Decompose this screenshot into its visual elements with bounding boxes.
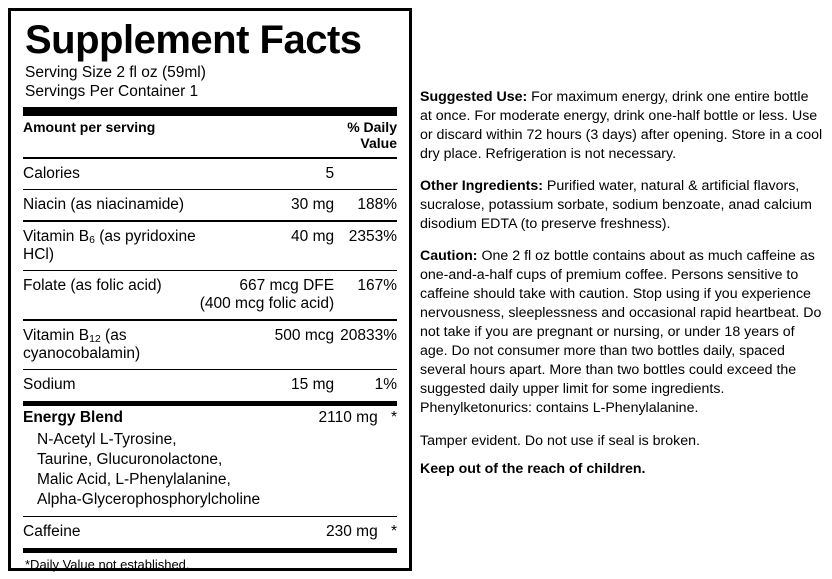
nutrient-name-post: (as cyanocobalamin)	[23, 326, 141, 362]
nutrient-daily-value	[340, 162, 397, 186]
nutrient-name-pre: Vitamin B	[23, 227, 90, 245]
column-header-daily-value	[340, 116, 397, 154]
page-title: Supplement Facts	[25, 18, 362, 62]
energy-blend-amount: 2110 mg	[318, 409, 378, 427]
divider-thin	[23, 319, 397, 321]
other-ingredients-paragraph	[420, 177, 824, 234]
nutrient-amount: 15 mg	[291, 376, 335, 394]
daily-value-line-2: Value	[360, 135, 397, 152]
serving-size: Serving Size 2 fl oz (59ml)	[25, 64, 206, 82]
table-row	[23, 193, 397, 217]
caution-paragraph	[420, 247, 824, 418]
nutrient-name-post: (as pyridoxine HCl)	[23, 227, 196, 263]
other-ingredients-text: Purified water, natural & artificial flavors, sucralose, potassium sorbate, sodium benzoate, anad calcium disodium EDTA (to preserve freshness).	[420, 178, 812, 233]
table-header-row	[23, 116, 397, 154]
label-information-panel	[420, 88, 824, 492]
table-row	[23, 162, 397, 186]
table-row	[23, 274, 397, 316]
supplement-facts-panel	[8, 8, 412, 571]
list-item: Taurine, Glucuronolactone,	[37, 451, 223, 469]
nutrient-name-pre: Vitamin B	[23, 326, 90, 344]
energy-blend-daily-value: *	[390, 409, 397, 427]
caffeine-amount: 230 mg	[326, 523, 378, 540]
nutrient-amount: 30 mg	[291, 196, 335, 214]
nutrient-name-subscript: 6	[89, 233, 95, 246]
suggested-use-paragraph	[420, 88, 824, 164]
energy-blend-name: Energy Blend	[23, 409, 123, 427]
list-item: Malic Acid, L-Phenylalanine,	[37, 470, 231, 488]
other-ingredients-heading: Other Ingredients:	[420, 178, 543, 195]
list-item: N-Acetyl L-Tyrosine,	[37, 431, 177, 449]
nutrient-amount	[200, 274, 340, 316]
column-header-spacer	[200, 116, 340, 154]
proprietary-blend-table	[23, 406, 397, 544]
divider-thin	[23, 369, 397, 371]
divider-thick-top	[23, 107, 397, 116]
divider-thin	[23, 516, 397, 518]
table-row	[23, 373, 397, 397]
table-row	[23, 324, 397, 366]
nutrient-name: Folate (as folic acid)	[23, 277, 162, 295]
divider-medium-bottom	[23, 548, 397, 553]
caffeine-name: Caffeine	[23, 523, 81, 540]
keep-out-of-reach-warning: Keep out of the reach of children.	[420, 460, 646, 477]
suggested-use-heading: Suggested Use:	[420, 89, 528, 105]
nutrient-name	[23, 225, 200, 267]
nutrient-name: Sodium	[23, 376, 76, 394]
divider-thin	[23, 189, 397, 191]
nutrient-amount-secondary: (400 mcg folic acid)	[199, 295, 335, 313]
nutrient-daily-value: 2353%	[348, 227, 397, 245]
nutrient-amount: 500 mcg	[274, 326, 335, 344]
list-item: Alpha-Glycerophosphorylcholine	[37, 490, 261, 508]
nutrient-daily-value: 167%	[357, 277, 397, 295]
table-row	[23, 406, 397, 430]
nutrient-daily-value: 20833%	[340, 326, 397, 344]
column-header-amount-per-serving: Amount per serving	[23, 119, 156, 135]
caution-heading: Caution:	[420, 248, 478, 265]
energy-blend-ingredients-row	[23, 430, 397, 512]
caffeine-daily-value: *	[390, 523, 397, 540]
divider-thin	[23, 157, 397, 159]
table-row	[23, 520, 397, 544]
nutrient-amount: 40 mg	[291, 227, 335, 245]
energy-blend-ingredients	[23, 430, 397, 512]
caution-text: One 2 fl oz bottle contains about as much caffeine as one-and-a-half cups of premium coffee. Persons sensitive to caffeine should take with caution. Stop using if you experience nervousness, sleeplessness and occasional rapid heartbeat. Do not take if you are pregnant or nursing, or under 18 years of age. Do not consumer more than two bottles daily, spaced several hours apart. More than two bottles could exceed the suggested daily upper limit for some ingredients. Phenylketonurics: contains L-Phenylalanine.	[420, 248, 822, 417]
nutrient-amount: 5	[325, 164, 335, 182]
nutrition-table	[23, 116, 397, 397]
nutrient-daily-value: 188%	[357, 196, 397, 214]
nutrient-amount-primary: 667 mcg DFE	[239, 277, 335, 295]
tamper-evident-text: Tamper evident. Do not use if seal is broken.	[420, 432, 700, 449]
nutrient-name: Calories	[23, 164, 80, 182]
daily-value-line-1: % Daily	[347, 119, 397, 135]
daily-value-footnote: *Daily Value not established.	[25, 557, 190, 572]
nutrient-name	[23, 324, 200, 366]
table-row	[23, 225, 397, 267]
divider-thin	[23, 270, 397, 272]
nutrient-daily-value: 1%	[374, 376, 397, 394]
suggested-use-text: For maximum energy, drink one entire bottle at once. For moderate energy, drink one-half bottle or less. Use or discard within 72 hours (3 days) after opening. Store in a cool dry place. Refrigeration is not necessary.	[420, 89, 823, 163]
nutrient-name: Niacin (as niacinamide)	[23, 196, 185, 214]
servings-per-container: Servings Per Container 1	[25, 83, 199, 101]
divider-thin	[23, 220, 397, 222]
nutrient-name-subscript: 12	[89, 332, 101, 345]
